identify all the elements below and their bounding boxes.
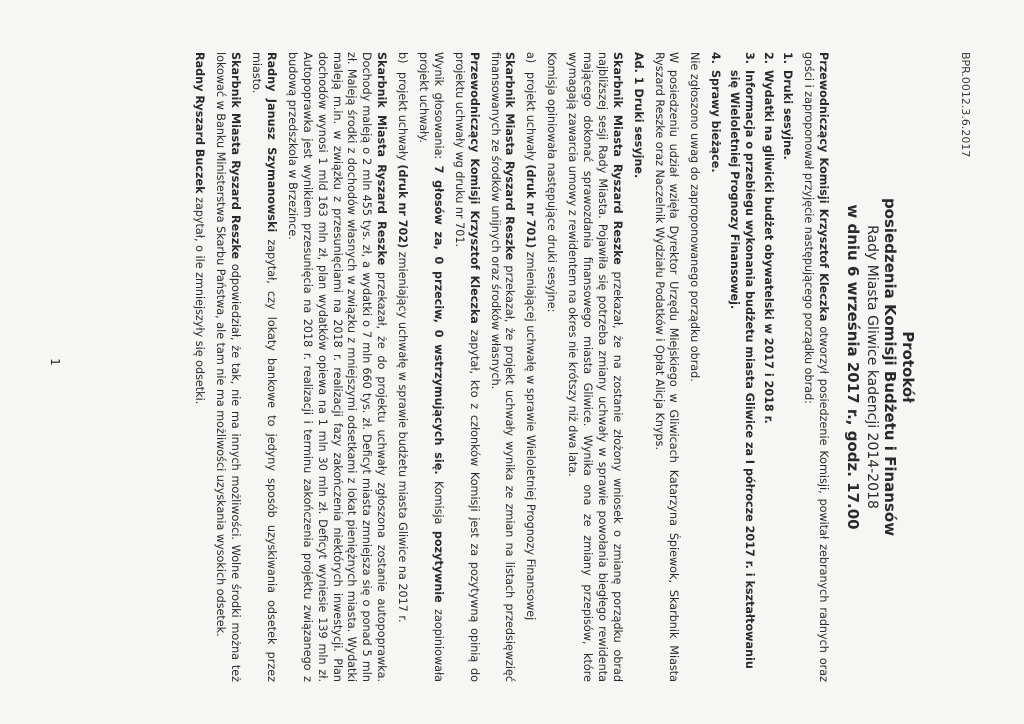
- title-protocol: Protokół: [899, 331, 918, 403]
- attendance-paragraph: W posiedzeniu udział wzięła Dyrektor Urzędu Miejskiego w Gliwicach Katarzyna Śpiewok, Skarbnik Miasta Ryszard Reszke oraz Naczelnik Wydziału Podatków i Opłat Alicja Knyps.: [652, 52, 681, 682]
- paragraph-treasurer-1: Skarbnik Miasta Ryszard Reszke przekazał, że na zostanie złożony wniosek o zmianę porządku obrad najbliższej sesji Rady Miasta. Pojawiła się potrzeba zmiany uchwały w sprawie powołania biegłego rewidenta mającego dokonać sprawozdania finansowego miasta Gliwice. Wynika ona ze zmiany przepisów, które wymagają zawarcia umowy z rewidentem na okres nie krótszy niż dwa lata.: [566, 52, 624, 682]
- title-committee: posiedzenia Komisji Budżetu i Finansów: [880, 197, 899, 537]
- agenda-item: 4. Sprawy bieżące.: [709, 52, 723, 173]
- opinion-intro: Komisja opiniowała następujące druki sesyjne:: [545, 52, 559, 313]
- title-block: [844, 52, 918, 682]
- agenda-item: 1. Druki sesyjne.: [780, 52, 794, 160]
- title-date: w dniu 6 września 2017 r., godz. 17.00: [844, 204, 863, 530]
- section-heading-ad1: Ad. 1 Druki sesyjne.: [631, 52, 645, 179]
- paragraph-treasurer-3: Skarbnik Miasta Ryszard Reszke przekazał, że do projektu uchwały zgłoszona zostanie autopoprawka. Dochody maleją o 2 mln 455 tys. zł, a wydatki o 7 mln 660 tys. zł. Deficyt miasta zmniejsza się o ponad 5 mln zł. Maleją środki z dochodów własnych w związku z mniejszymi odsetkami z lokat pieniężnych miasta. Wydatki maleją m.in. w związku z przesunięciami na 2018 r. realizacji fazy zakończenia niektórych inwestycji. Plan dochodów wynosi 1 mld 163 mln zł, plan wydatków opiewa na 1 mln 30 mln zł. Deficyt wyniesie 139 mln zł. Autopoprawka jest wynikiem przesunięcia na 2018 r. realizacji i terminu zakończenia projektu związanego z budową przedszkola w Brzezince.: [285, 52, 389, 682]
- item-b: b) projekt uchwały (druk nr 702) zmieniający uchwałę w sprawie budżetu miasta Gliwice na 2017 r.: [396, 52, 410, 623]
- agenda-item: 2. Wydatki na gliwicki budżet obywatelski w 2017 i 2018 r.: [761, 52, 775, 424]
- title-council: Rady Miasta Gliwice kadencji 2014-2018: [863, 225, 880, 509]
- item-a: a) projekt uchwały (druk nr 701) zmieniającej uchwałę w sprawie Wieloletniej Prognozy Finansowej: [524, 52, 538, 621]
- reference-number: BPR.0012.3.6.2017: [959, 52, 972, 158]
- paragraph-councillor-szymanowski: Radny Janusz Szymanowski zapytał, czy lokaty bankowe to jedyny sposób uzyskiwania odsetek przez miasto.: [250, 52, 279, 682]
- paragraph-treasurer-4: Skarbnik Miasta Ryszard Reszke odpowiedział, że tak, nie ma innych możliwości. Wolne środki można też lokować w Banku Ministerstwa Skarbu Państwa, ale tam nie ma możliwości uzyskania wysokich odsetek.: [214, 52, 243, 682]
- paragraph-councillor-buczek: Radny Ryszard Buczek zapytał, o ile zmniejszyły się odsetki.: [193, 52, 207, 405]
- paragraph-chair-question: Przewodniczący Komisji Krzysztof Kleczka zapytał, kto z członków Komisji jest za pozytywną opinią do projektu uchwały wg druku nr 701.: [452, 52, 481, 682]
- no-remarks: Nie zgłoszono uwag do zaproponowanego porządku obrad.: [688, 52, 702, 382]
- paragraph-treasurer-2: Skarbnik Miasta Ryszard Reszke przekazał, że projekt uchwały wynika ze zmian na listach przedsięwzięć finansowanych ze środków unijnych oraz środków własnych.: [488, 52, 517, 682]
- intro-paragraph: Przewodniczący Komisji Krzysztof Kleczka otworzył posiedzenie Komisji, powitał zebranych radnych oraz gości i zaproponował przyjęcie następującego porządku obrad:: [801, 52, 830, 682]
- agenda-item: 3. Informacja o przebiegu wykonania budżetu miasta Gliwice za I półrocze 2017 r. i kształtowaniu się Wieloletniej Prognozy Finansowej.: [728, 52, 757, 669]
- vote-result: Wynik głosowania: 7 głosów za, 0 przeciw, 0 wstrzymujących się. Komisja pozytywnie zaopiniowała projekt uchwały.: [417, 52, 445, 682]
- document-page: [12, 12, 1012, 712]
- agenda-list: [707, 52, 793, 682]
- page-number: 1: [47, 358, 62, 366]
